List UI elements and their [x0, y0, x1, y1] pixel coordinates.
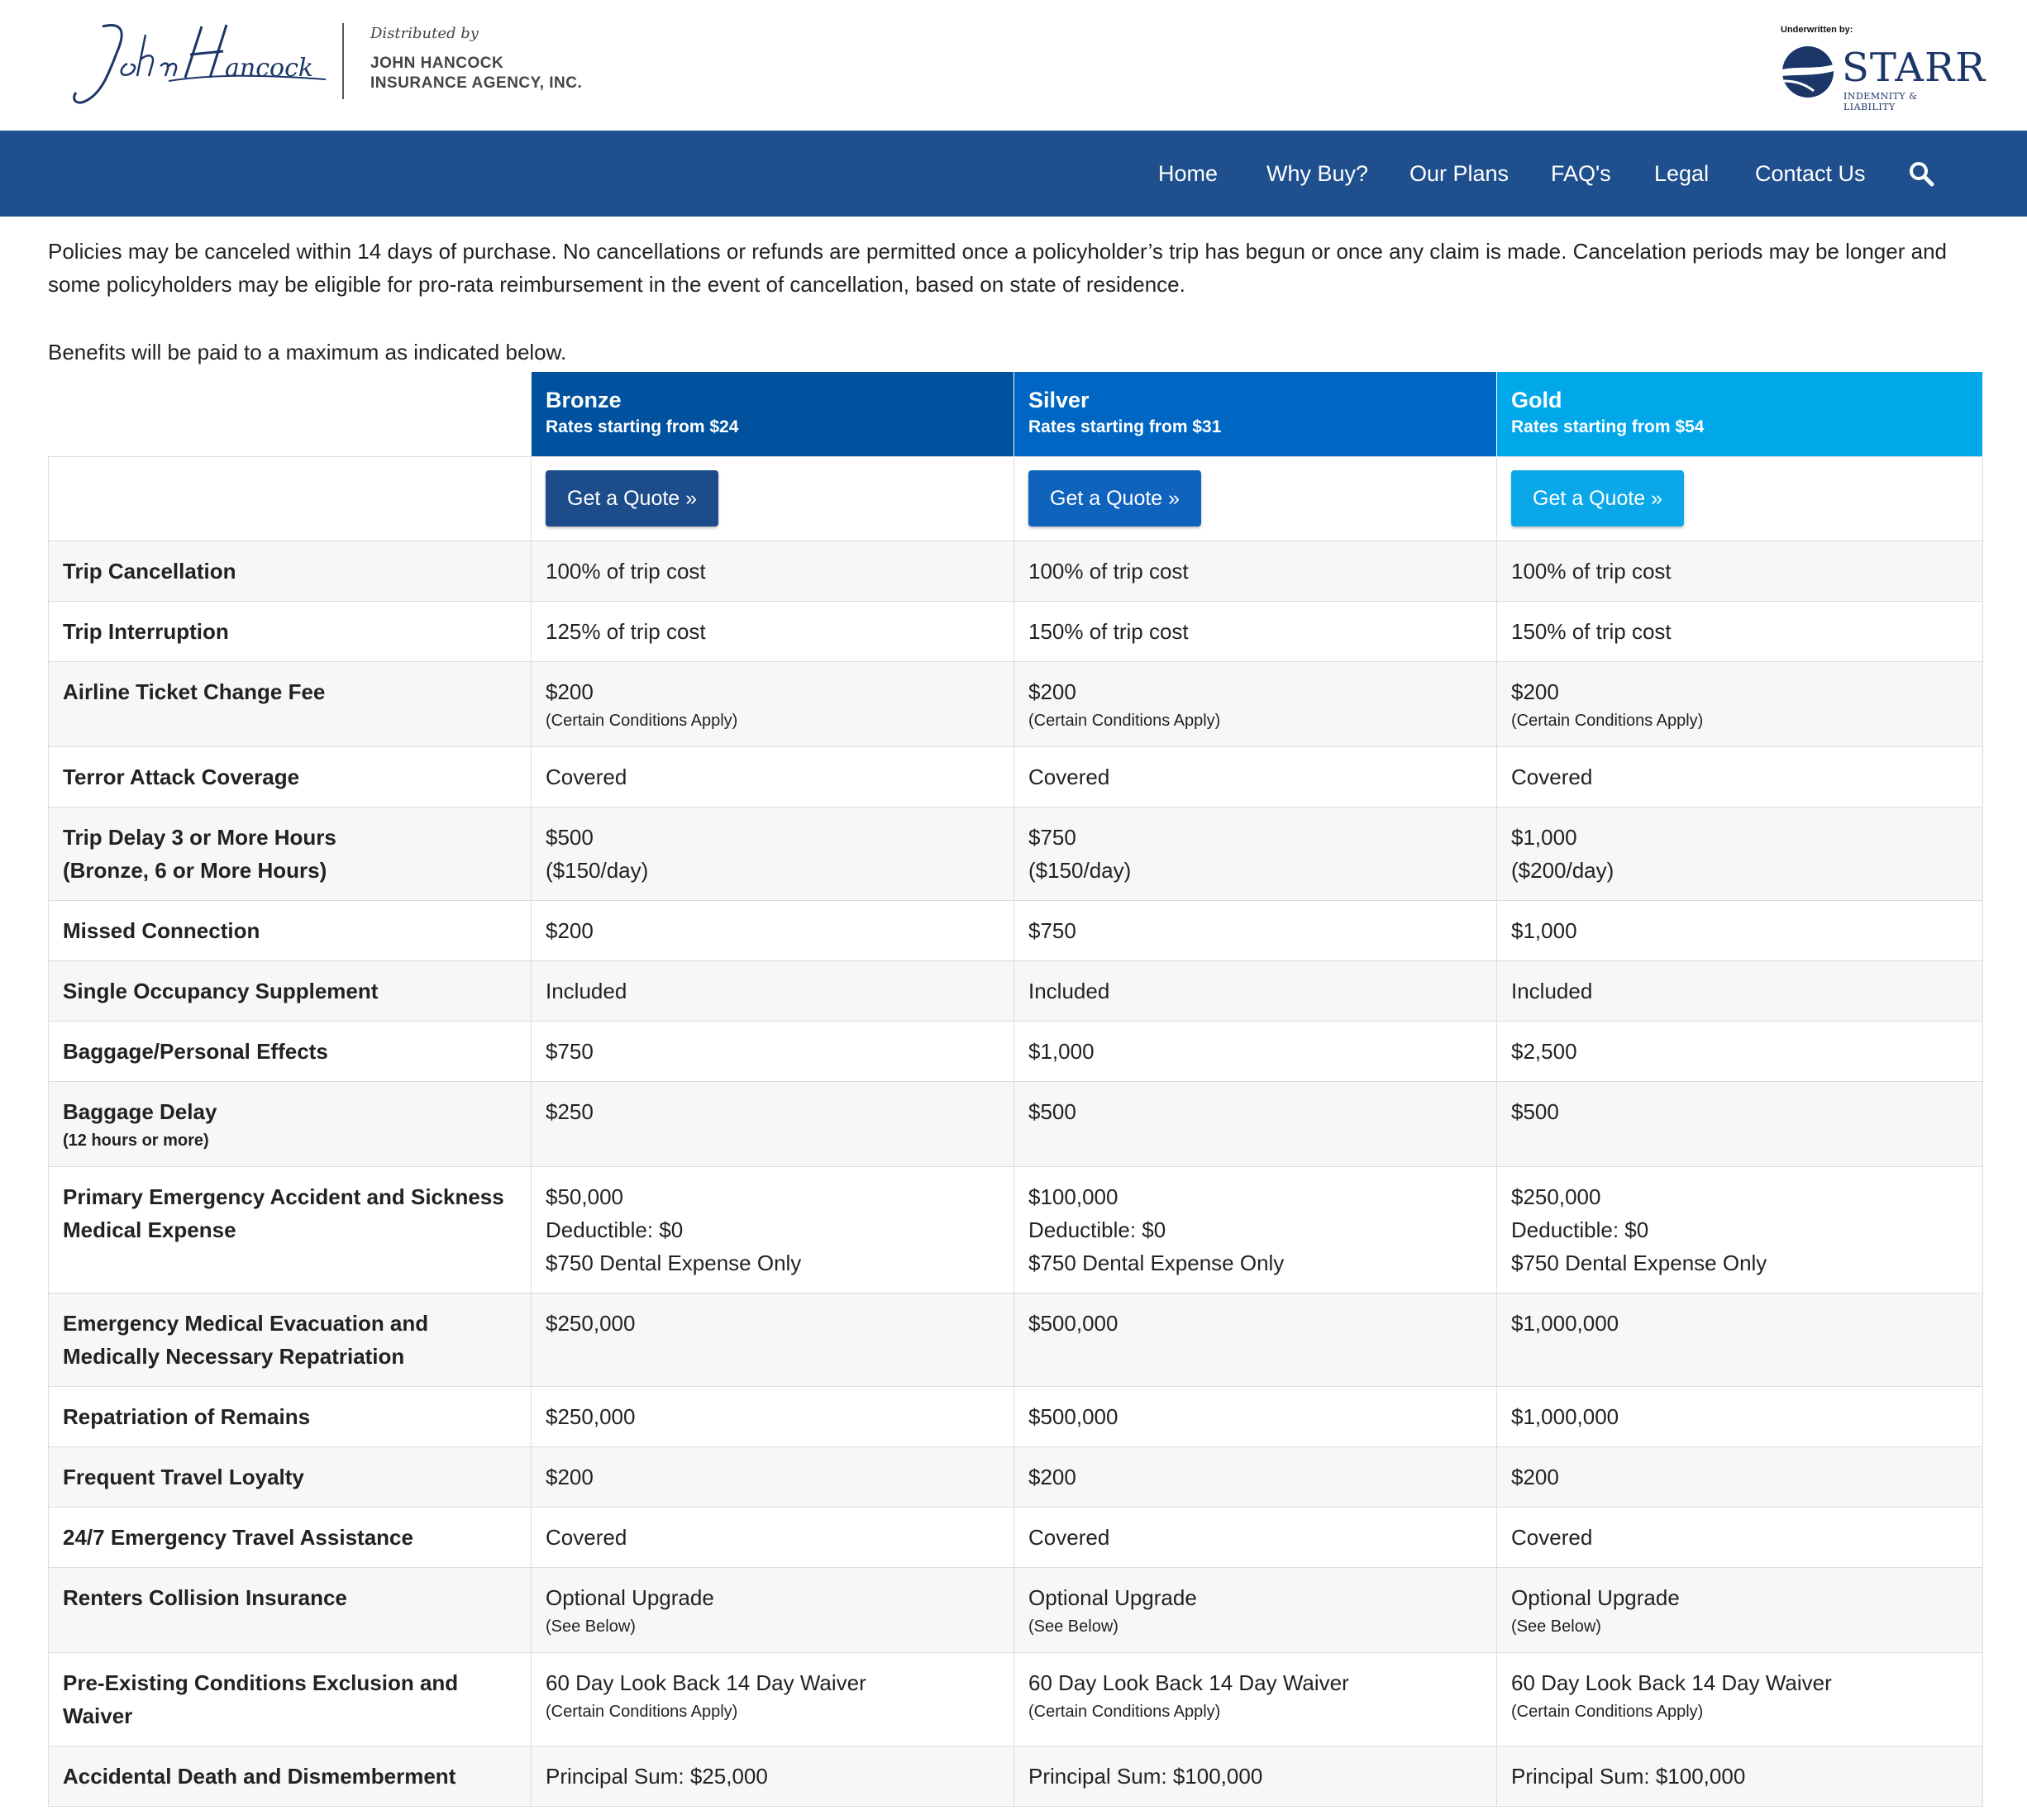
benefit-value-cell	[1497, 1081, 1983, 1166]
benefit-label-cell	[49, 1746, 532, 1806]
benefit-value: $1,000	[1028, 1038, 1095, 1064]
benefit-value-cell	[1014, 1081, 1497, 1166]
benefit-row	[49, 1021, 1983, 1081]
benefit-value: 150% of trip cost	[1511, 618, 1672, 644]
benefit-row	[49, 601, 1983, 661]
benefit-value-cell	[532, 1166, 1014, 1293]
benefit-value-cell	[1497, 601, 1983, 661]
benefit-value-cell	[1014, 541, 1497, 601]
benefit-value-cell	[1014, 746, 1497, 807]
plan-name: Silver	[1028, 388, 1090, 412]
plan-header-row	[49, 372, 1983, 456]
benefit-value: Optional Upgrade	[1511, 1584, 1680, 1610]
benefit-value-cell	[532, 1293, 1014, 1386]
plan-rate: Rates starting from $24	[546, 417, 739, 436]
plan-rate: Rates starting from $31	[1028, 417, 1222, 436]
benefit-label-cell	[49, 1293, 532, 1386]
benefit-label-cell	[49, 1166, 532, 1293]
quote-cell-silver	[1014, 456, 1497, 541]
benefit-label-cell	[49, 601, 532, 661]
benefit-value-cell	[1014, 601, 1497, 661]
quote-cell-bronze	[532, 456, 1014, 541]
benefit-value: $750	[1028, 824, 1076, 850]
benefit-value-line2: Deductible: $0	[1028, 1217, 1166, 1242]
nav-contact-us[interactable]: Contact Us	[1755, 161, 1866, 186]
benefit-value-cell	[1014, 900, 1497, 960]
benefit-label: Trip Cancellation	[63, 558, 236, 584]
benefit-value: Covered	[1028, 764, 1110, 789]
benefit-value-cell	[1497, 1652, 1983, 1746]
benefit-value: $1,000	[1511, 824, 1577, 850]
starr-subtitle: INDEMNITY & LIABILITY	[1843, 91, 1918, 112]
benefit-value: $500	[546, 824, 594, 850]
benefit-label: Terror Attack Coverage	[63, 764, 300, 789]
benefit-label-cell	[49, 1021, 532, 1081]
benefit-value-cell	[1014, 1746, 1497, 1806]
benefit-value: Covered	[1511, 1524, 1593, 1550]
benefit-value: $500,000	[1028, 1403, 1118, 1429]
cancellation-policy-text: Policies may be canceled within 14 days of purchase. No cancellations or refunds are permitted once a policyholder’s trip has begun or once any claim is made. Cancelation periods may be longer and some policyholders may be eligible for pro-rata reimbursement in the event of cancellation, based on state of residence.	[48, 239, 1947, 297]
benefit-label-line2: (Bronze, 6 or More Hours)	[63, 857, 327, 883]
header-divider	[342, 23, 344, 99]
plan-header-bronze	[532, 372, 1014, 456]
benefit-value-cell	[532, 900, 1014, 960]
get-quote-gold-button[interactable]: Get a Quote »	[1511, 470, 1684, 526]
benefit-value-cell	[1497, 1021, 1983, 1081]
benefit-value: 125% of trip cost	[546, 618, 706, 644]
benefits-note: Benefits will be paid to a maximum as indicated below.	[48, 340, 567, 364]
benefit-label-cell	[49, 1652, 532, 1746]
nav-faqs[interactable]: FAQ's	[1551, 161, 1611, 186]
benefit-value: Included	[546, 978, 627, 1003]
benefit-value: $200	[1028, 1464, 1076, 1489]
benefit-value-line3: $750 Dental Expense Only	[1028, 1250, 1285, 1275]
benefit-value-cell	[1497, 661, 1983, 746]
benefit-value: $200	[1028, 679, 1076, 704]
benefit-row	[49, 1507, 1983, 1567]
header-blank-cell	[49, 372, 532, 456]
main-navigation	[0, 131, 2027, 217]
benefit-value-line2: ($150/day)	[1028, 857, 1132, 883]
benefit-label: 24/7 Emergency Travel Assistance	[63, 1524, 413, 1550]
benefit-label-cell	[49, 900, 532, 960]
benefit-row	[49, 1293, 1983, 1386]
starr-wordmark: STARR	[1842, 45, 1986, 91]
benefit-value-cell	[1497, 900, 1983, 960]
site-header	[0, 0, 2027, 131]
benefit-value: $200	[1511, 1464, 1559, 1489]
benefit-label: Repatriation of Remains	[63, 1403, 311, 1429]
benefit-value: $500,000	[1028, 1310, 1118, 1336]
benefit-value: $2,500	[1511, 1038, 1577, 1064]
benefit-value-cell	[532, 960, 1014, 1021]
benefit-value: Included	[1511, 978, 1593, 1003]
benefit-value-line2: Deductible: $0	[546, 1217, 684, 1242]
benefit-label-line2: Medical Expense	[63, 1217, 236, 1242]
benefit-value: $50,000	[546, 1184, 623, 1209]
benefit-label: Pre-Existing Conditions Exclusion and	[63, 1670, 459, 1695]
benefit-value-cell	[1014, 1386, 1497, 1446]
benefit-value-cell	[1497, 1166, 1983, 1293]
benefit-label-cell	[49, 661, 532, 746]
distributor-block	[370, 25, 582, 93]
benefit-value: $750	[546, 1038, 594, 1064]
benefit-value: Covered	[1511, 764, 1593, 789]
benefit-value-cell	[1497, 807, 1983, 900]
benefit-value-note: (Certain Conditions Apply)	[1028, 1702, 1221, 1721]
benefit-value: 100% of trip cost	[1511, 558, 1672, 584]
distributed-by-label: Distributed by	[370, 25, 479, 42]
benefit-value-cell	[1014, 1652, 1497, 1746]
benefit-value: $250,000	[546, 1403, 636, 1429]
benefit-value-line2: Deductible: $0	[1511, 1217, 1649, 1242]
benefit-value-cell	[1014, 1507, 1497, 1567]
plan-comparison-table	[48, 372, 1983, 1807]
benefit-value-note: (See Below)	[1028, 1617, 1118, 1636]
benefit-value-cell	[1497, 960, 1983, 1021]
benefit-value-cell	[532, 1386, 1014, 1446]
benefit-label: Trip Delay 3 or More Hours	[63, 824, 336, 850]
benefit-value-note: (Certain Conditions Apply)	[1511, 1702, 1704, 1721]
benefit-label-cell	[49, 807, 532, 900]
get-quote-silver-button[interactable]: Get a Quote »	[1028, 470, 1201, 526]
benefit-row	[49, 1652, 1983, 1746]
benefit-value: Optional Upgrade	[1028, 1584, 1197, 1610]
benefit-value-cell	[1014, 1446, 1497, 1507]
plan-name: Bronze	[546, 388, 622, 412]
benefit-value: $750	[1028, 917, 1076, 943]
benefit-value-cell	[1014, 960, 1497, 1021]
benefit-value-cell	[532, 1081, 1014, 1166]
quote-cell-gold	[1497, 456, 1983, 541]
benefit-value-cell	[1497, 1567, 1983, 1652]
benefit-value: Optional Upgrade	[546, 1584, 714, 1610]
benefit-value-cell	[1014, 1166, 1497, 1293]
benefit-label-cell	[49, 746, 532, 807]
benefit-row	[49, 1166, 1983, 1293]
benefit-value: $250	[546, 1098, 594, 1124]
benefit-value: 60 Day Look Back 14 Day Waiver	[546, 1670, 866, 1695]
benefit-value: 60 Day Look Back 14 Day Waiver	[1511, 1670, 1832, 1695]
benefit-label-cell	[49, 1567, 532, 1652]
nav-why-buy[interactable]: Why Buy?	[1266, 161, 1369, 186]
benefit-label: Renters Collision Insurance	[63, 1584, 347, 1610]
benefit-value: $200	[546, 917, 594, 943]
benefit-label: Accidental Death and Dismemberment	[63, 1763, 456, 1789]
benefit-value-cell	[532, 807, 1014, 900]
benefit-label: Baggage/Personal Effects	[63, 1038, 328, 1064]
underwritten-by-label: Underwritten by:	[1781, 25, 1853, 35]
benefit-value: 60 Day Look Back 14 Day Waiver	[1028, 1670, 1349, 1695]
benefit-value-cell	[1014, 1293, 1497, 1386]
plan-name: Gold	[1511, 388, 1562, 412]
benefit-value: $250,000	[1511, 1184, 1601, 1209]
benefit-label: Trip Interruption	[63, 618, 229, 644]
benefit-value: Principal Sum: $100,000	[1511, 1763, 1746, 1789]
plan-rate: Rates starting from $54	[1511, 417, 1705, 436]
benefit-value-cell	[532, 746, 1014, 807]
benefit-value-cell	[1014, 1021, 1497, 1081]
benefit-value: $200	[1511, 679, 1559, 704]
benefit-label-line2: Medically Necessary Repatriation	[63, 1343, 405, 1369]
quote-button-row	[49, 456, 1983, 541]
benefit-value-cell	[532, 1746, 1014, 1806]
benefit-label: Frequent Travel Loyalty	[63, 1464, 304, 1489]
nav-home[interactable]: Home	[1158, 161, 1219, 186]
nav-legal[interactable]: Legal	[1654, 161, 1710, 186]
benefit-value: $250,000	[546, 1310, 636, 1336]
benefit-value-note: (Certain Conditions Apply)	[546, 711, 738, 730]
benefit-value-note: (See Below)	[546, 1617, 636, 1636]
nav-our-plans[interactable]: Our Plans	[1409, 161, 1510, 186]
search-icon[interactable]	[1908, 160, 1934, 187]
benefit-label: Airline Ticket Change Fee	[63, 679, 326, 704]
benefit-label-cell	[49, 1081, 532, 1166]
benefit-row	[49, 960, 1983, 1021]
plan-header-silver	[1014, 372, 1497, 456]
benefit-label: Emergency Medical Evacuation and	[63, 1310, 429, 1336]
benefit-label-line2: Waiver	[63, 1703, 133, 1728]
benefit-value-line2: ($200/day)	[1511, 857, 1614, 883]
benefit-value: $100,000	[1028, 1184, 1118, 1209]
benefit-row	[49, 1081, 1983, 1166]
benefit-row	[49, 661, 1983, 746]
benefit-value: Covered	[1028, 1524, 1110, 1550]
benefit-label: Baggage Delay	[63, 1098, 217, 1124]
benefit-label-cell	[49, 1507, 532, 1567]
benefit-value: 150% of trip cost	[1028, 618, 1189, 644]
benefit-value-line3: $750 Dental Expense Only	[546, 1250, 802, 1275]
benefit-value: Included	[1028, 978, 1110, 1003]
agency-name-line2: INSURANCE AGENCY, INC.	[370, 74, 583, 92]
benefit-value: Principal Sum: $25,000	[546, 1763, 768, 1789]
benefit-value-note: (Certain Conditions Apply)	[1028, 711, 1221, 730]
benefit-value: $1,000	[1511, 917, 1577, 943]
agency-name-line1: JOHN HANCOCK	[370, 55, 504, 72]
benefit-value-cell	[532, 1567, 1014, 1652]
benefit-value-cell	[532, 661, 1014, 746]
svg-text:ancock: ancock	[225, 54, 314, 83]
benefit-value-cell	[1497, 1293, 1983, 1386]
benefit-label-cell	[49, 960, 532, 1021]
benefit-value-cell	[532, 1446, 1014, 1507]
benefit-value: Principal Sum: $100,000	[1028, 1763, 1263, 1789]
benefit-value: Covered	[546, 1524, 627, 1550]
benefit-value-cell	[1014, 1567, 1497, 1652]
benefit-label: Missed Connection	[63, 917, 260, 943]
benefit-row	[49, 1446, 1983, 1507]
starr-emblem-icon	[1781, 45, 1835, 99]
benefit-label: Single Occupancy Supplement	[63, 978, 379, 1003]
benefit-value-cell	[1497, 1746, 1983, 1806]
benefit-value: Covered	[546, 764, 627, 789]
benefit-label-cell	[49, 1446, 532, 1507]
benefit-value: $500	[1511, 1098, 1559, 1124]
benefit-value-cell	[532, 1507, 1014, 1567]
benefit-value-cell	[1497, 541, 1983, 601]
benefit-row	[49, 746, 1983, 807]
benefit-value-note: (Certain Conditions Apply)	[546, 1702, 738, 1721]
benefit-value: 100% of trip cost	[546, 558, 706, 584]
benefit-value: 100% of trip cost	[1028, 558, 1189, 584]
benefit-row	[49, 900, 1983, 960]
benefit-value-cell	[1497, 1446, 1983, 1507]
benefit-value-note: (See Below)	[1511, 1617, 1601, 1636]
benefit-value-line3: $750 Dental Expense Only	[1511, 1250, 1767, 1275]
benefit-value-cell	[532, 601, 1014, 661]
benefit-value-cell	[1497, 1507, 1983, 1567]
benefit-value: $200	[546, 1464, 594, 1489]
benefit-row	[49, 1567, 1983, 1652]
benefit-value: $1,000,000	[1511, 1310, 1619, 1336]
benefit-value-cell	[532, 1652, 1014, 1746]
benefit-value: $1,000,000	[1511, 1403, 1619, 1429]
benefit-label-cell	[49, 541, 532, 601]
benefit-row	[49, 1386, 1983, 1446]
starr-logo-block[interactable]	[1777, 21, 1986, 112]
benefit-value: $200	[546, 679, 594, 704]
benefit-row	[49, 807, 1983, 900]
benefit-label-note: (12 hours or more)	[63, 1131, 209, 1150]
benefit-value: $500	[1028, 1098, 1076, 1124]
benefit-value-cell	[1497, 1386, 1983, 1446]
benefit-value-cell	[532, 1021, 1014, 1081]
benefit-value-note: (Certain Conditions Apply)	[1511, 711, 1704, 730]
quote-row-blank-cell	[49, 456, 532, 541]
john-hancock-logo[interactable]	[69, 18, 334, 109]
benefit-row	[49, 1746, 1983, 1806]
benefit-value-line2: ($150/day)	[546, 857, 649, 883]
benefit-label: Primary Emergency Accident and Sickness	[63, 1184, 504, 1209]
benefit-value-cell	[1014, 807, 1497, 900]
benefit-value-cell	[532, 541, 1014, 601]
benefit-value-cell	[1014, 661, 1497, 746]
benefit-label-cell	[49, 1386, 532, 1446]
benefit-row	[49, 541, 1983, 601]
benefit-value-cell	[1497, 746, 1983, 807]
plan-header-gold	[1497, 372, 1983, 456]
get-quote-bronze-button[interactable]: Get a Quote »	[546, 470, 718, 526]
